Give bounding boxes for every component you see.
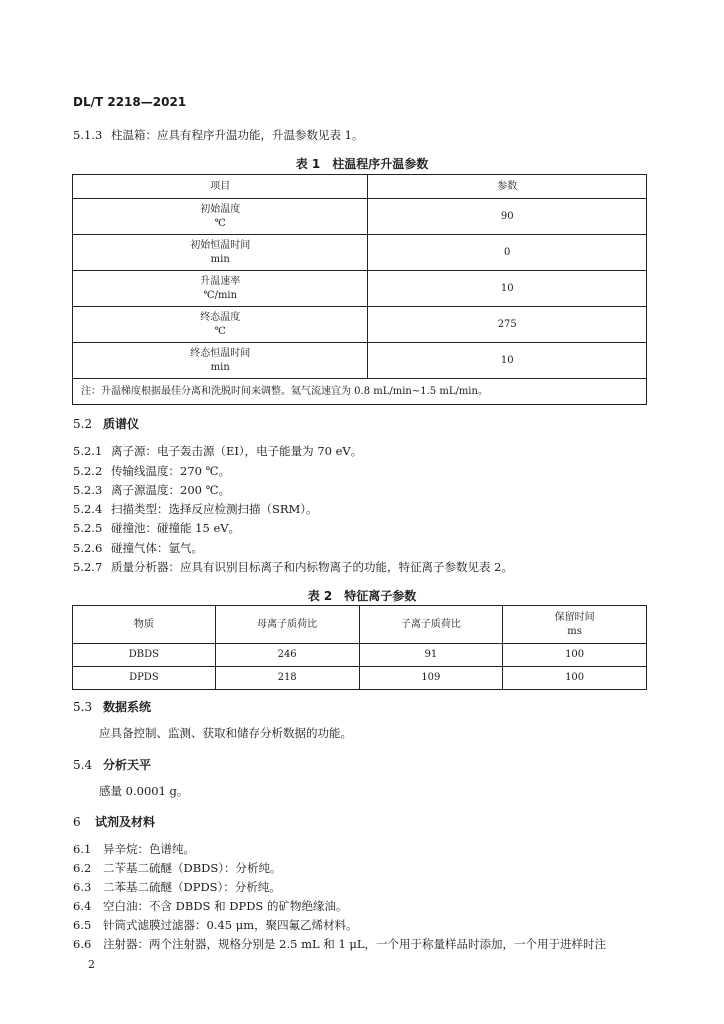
clause-text: 空白油：不含 DBDS 和 DPDS 的矿物绝缘油。 (103, 899, 348, 913)
clause-number: 5.2.1 (73, 444, 103, 458)
table1-header-cell: 参数 (368, 175, 647, 199)
table2-header-row (73, 606, 647, 644)
table1 (72, 174, 647, 405)
section-5-3 (73, 698, 151, 715)
param-unit: min (210, 361, 230, 373)
list-item (73, 540, 203, 556)
param-name: 初始温度 (200, 203, 241, 215)
clause-text: 碰撞气体：氩气。 (111, 541, 203, 555)
table-row (73, 271, 647, 307)
header-unit: ms (567, 625, 582, 637)
table2-header-cell: 物质 (73, 606, 216, 644)
parent-ion-cell: 246 (215, 644, 359, 667)
section-number: 5.4 (73, 758, 93, 772)
section-6 (73, 813, 155, 830)
clause-number: 5.2.4 (73, 502, 103, 516)
clause-number: 5.1.3 (73, 128, 103, 142)
table-row (73, 199, 647, 235)
clause-text: 异辛烷：色谱纯。 (103, 842, 195, 856)
section-title: 试剂及材料 (95, 815, 156, 829)
clause-number: 6.5 (73, 918, 92, 932)
clause-5-1-3 (73, 127, 363, 143)
param-cell (73, 271, 368, 307)
table1-header-row (73, 175, 647, 199)
section-title: 分析天平 (103, 758, 152, 772)
list-item (73, 917, 358, 933)
clause-text: 二苄基二硫醚（DBDS）：分析纯。 (103, 861, 282, 875)
value-cell: 10 (368, 343, 647, 379)
section-number: 5.3 (73, 700, 93, 714)
clause-text: 离子源：电子轰击源（EI），电子能量为 70 eV。 (111, 444, 363, 458)
section-5-2 (73, 415, 139, 432)
param-cell (73, 199, 368, 235)
page-number: 2 (88, 958, 95, 971)
child-ion-cell: 91 (359, 644, 503, 667)
clause-number: 6.3 (73, 880, 92, 894)
param-name: 终态温度 (200, 311, 241, 323)
clause-text: 碰撞池：碰撞能 15 eV。 (111, 521, 241, 535)
header-label: 保留时间 (554, 611, 595, 623)
clause-text: 传输线温度：270 ℃。 (111, 464, 230, 478)
value-cell: 0 (368, 235, 647, 271)
param-name: 终态恒温时间 (190, 347, 251, 359)
param-cell (73, 307, 368, 343)
clause-number: 5.2.3 (73, 483, 103, 497)
param-unit: ℃ (214, 325, 226, 337)
clause-number: 6.6 (73, 937, 92, 951)
table1-note-row (73, 379, 647, 405)
table1-caption: 表 1 柱温程序升温参数 (295, 157, 429, 171)
table2 (72, 605, 647, 690)
standard-header: DL/T 2218—2021 (73, 95, 187, 109)
list-item (73, 936, 606, 952)
param-unit: min (210, 253, 230, 265)
param-cell (73, 235, 368, 271)
table1-header-cell: 项目 (73, 175, 368, 199)
table2-header-cell: 母离子质荷比 (215, 606, 359, 644)
clause-number: 6.1 (73, 842, 92, 856)
clause-text: 离子源温度：200 ℃。 (111, 483, 230, 497)
substance-cell: DPDS (73, 667, 216, 690)
clause-number: 6.4 (73, 899, 92, 913)
clause-text: 二苯基二硫醚（DPDS）：分析纯。 (103, 880, 281, 894)
table-row (73, 667, 647, 690)
clause-number: 5.2.6 (73, 541, 103, 555)
value-cell: 90 (368, 199, 647, 235)
list-item (73, 841, 195, 857)
table2-caption: 表 2 特征离子参数 (307, 589, 417, 603)
list-item (73, 898, 347, 914)
value-cell: 275 (368, 307, 647, 343)
list-item (73, 860, 282, 876)
section-number: 6 (73, 815, 81, 829)
value-cell: 10 (368, 271, 647, 307)
table1-note: 注：升温梯度根据最佳分离和洗脱时间来调整。氦气流速宜为 0.8 mL/min~1.5 mL/min。 (73, 379, 647, 405)
list-item (73, 559, 513, 575)
list-item (73, 443, 362, 459)
table-row (73, 307, 647, 343)
param-cell (73, 343, 368, 379)
list-item (73, 482, 230, 498)
clause-text: 针筒式滤膜过滤器：0.45 μm，聚四氟乙烯材料。 (103, 918, 358, 932)
param-unit: ℃ (214, 217, 226, 229)
clause-number: 5.2.7 (73, 560, 103, 574)
section-5-3-text: 应具备控制、监测、获取和储存分析数据的功能。 (99, 726, 352, 740)
section-title: 数据系统 (103, 700, 152, 714)
child-ion-cell: 109 (359, 667, 503, 690)
clause-text: 注射器：两个注射器，规格分别是 2.5 mL 和 1 μL，一个用于称量样品时添加，一个用于进样时注 (103, 937, 607, 951)
section-title: 质谱仪 (103, 417, 140, 431)
section-5-4 (73, 756, 151, 773)
parent-ion-cell: 218 (215, 667, 359, 690)
section-5-4-text: 感量 0.0001 g。 (99, 784, 189, 798)
table-row (73, 235, 647, 271)
clause-number: 6.2 (73, 861, 92, 875)
table-row (73, 644, 647, 667)
section-number: 5.2 (73, 417, 93, 431)
clause-number: 5.2.5 (73, 521, 103, 535)
clause-text: 柱温箱：应具有程序升温功能，升温参数见表 1。 (111, 128, 364, 142)
table2-header-cell: 子离子质荷比 (359, 606, 503, 644)
substance-cell: DBDS (73, 644, 216, 667)
clause-text: 扫描类型：选择反应检测扫描（SRM）。 (111, 502, 318, 516)
retention-time-cell: 100 (503, 644, 647, 667)
param-unit: ℃/min (203, 289, 238, 301)
clause-text: 质量分析器：应具有识别目标离子和内标物离子的功能，特征离子参数见表 2。 (111, 560, 513, 574)
list-item (73, 501, 318, 517)
list-item (73, 520, 240, 536)
table2-header-cell (503, 606, 647, 644)
table-row (73, 343, 647, 379)
param-name: 初始恒温时间 (190, 239, 251, 251)
param-name: 升温速率 (200, 275, 241, 287)
list-item (73, 879, 281, 895)
clause-number: 5.2.2 (73, 464, 103, 478)
retention-time-cell: 100 (503, 667, 647, 690)
list-item (73, 463, 230, 479)
